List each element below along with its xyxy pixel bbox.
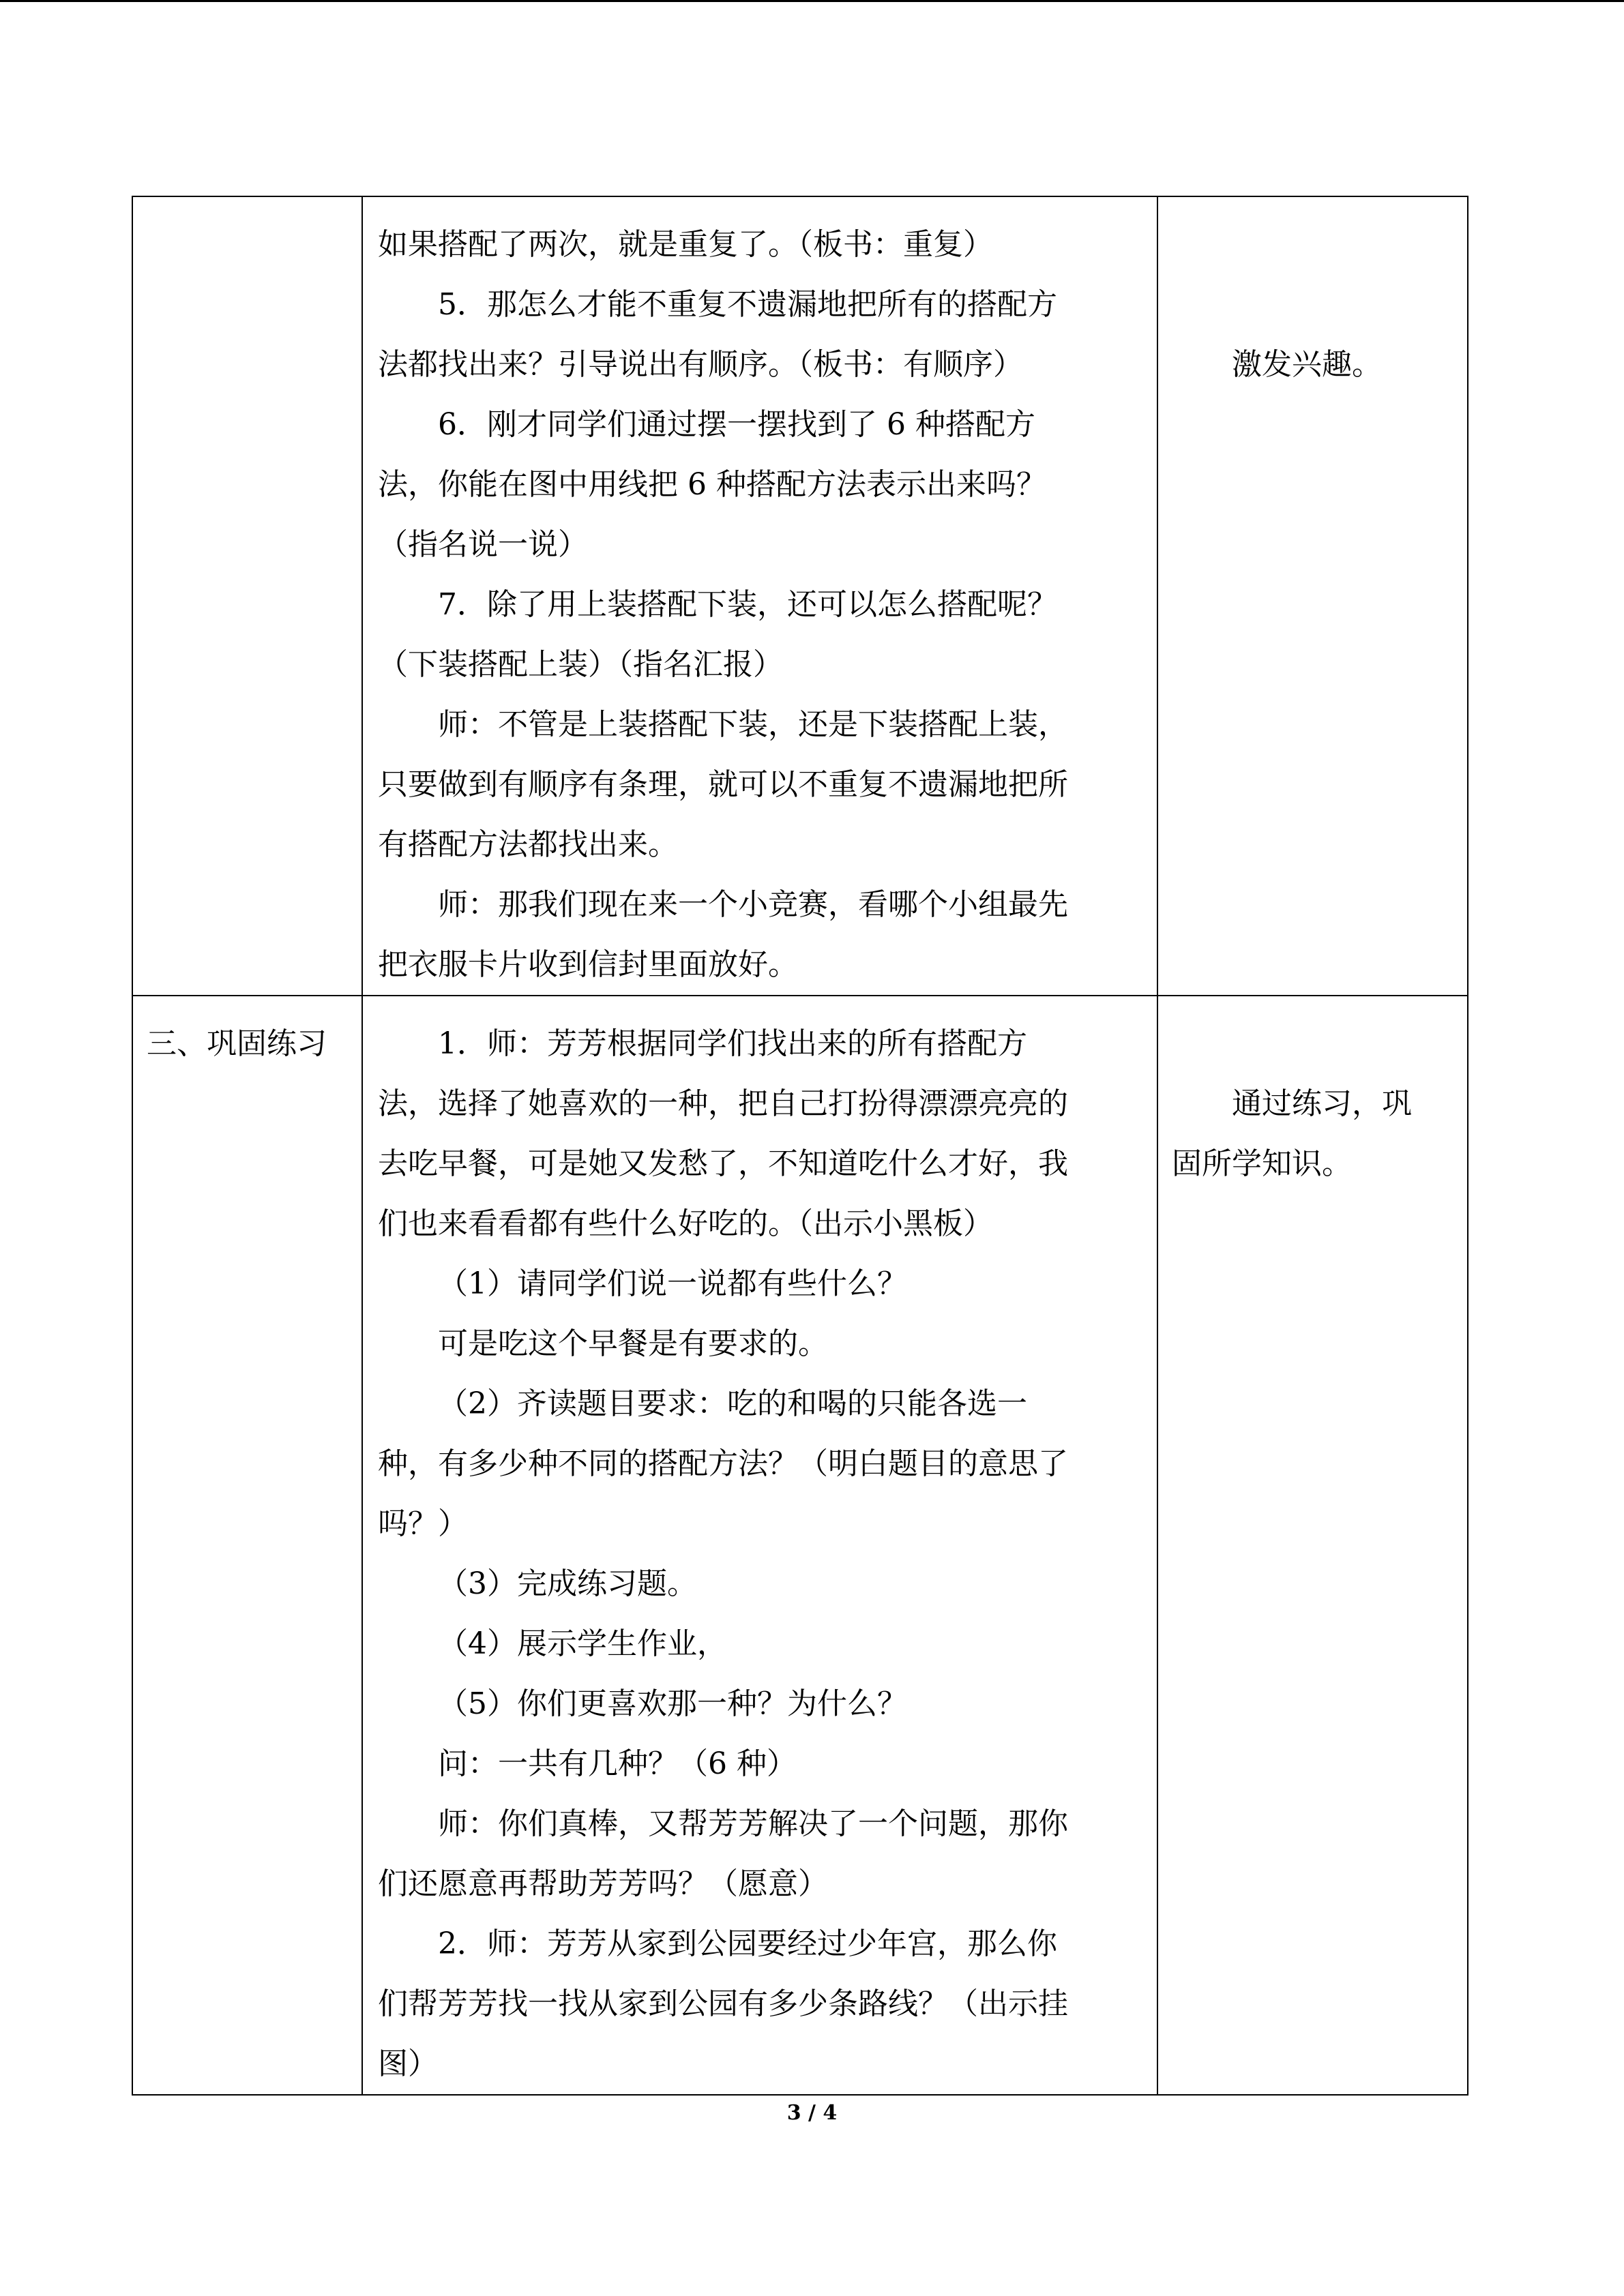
content-line: 们也来看看都有些什么好吃的。（出示小黑板） <box>378 1206 993 1241</box>
content-line: 吗？） <box>378 1506 468 1541</box>
table-row <box>132 196 1468 996</box>
content-line: 问：一共有几种？（6 种） <box>438 1746 797 1781</box>
stage-label: 三、巩固练习 <box>147 1026 327 1061</box>
content-line: 法，选择了她喜欢的一种，把自己打扮得漂漂亮亮的 <box>378 1086 1068 1121</box>
content-line: 们还愿意再帮助芳芳吗？（愿意） <box>378 1866 828 1901</box>
content-line: 可是吃这个早餐是有要求的。 <box>438 1326 828 1361</box>
content-line: 法都找出来？引导说出有顺序。（板书：有顺序） <box>378 347 1023 382</box>
stage-label <box>133 197 361 215</box>
content-line: 6．刚才同学们通过摆一摆找到了 6 种搭配方 <box>438 407 1035 442</box>
page-number: 3 / 4 <box>786 2101 838 2125</box>
aim-line: 固所学知识。 <box>1172 1146 1352 1181</box>
content-line: 7．除了用上装搭配下装，还可以怎么搭配呢？ <box>438 587 1057 622</box>
content-line: 把衣服卡片收到信封里面放好。 <box>378 947 798 982</box>
content-line: （2）齐读题目要求：吃的和喝的只能各选一 <box>438 1386 1027 1421</box>
aim-cell <box>1157 196 1468 996</box>
top-border-line <box>0 0 1624 2</box>
content-line: 2．师：芳芳从家到公园要经过少年宫，那么你 <box>438 1926 1057 1961</box>
stage-cell <box>132 996 362 2095</box>
content-line: （4）展示学生作业， <box>438 1626 727 1661</box>
content-line: 5．那怎么才能不重复不遗漏地把所有的搭配方 <box>438 287 1057 322</box>
content-line: 师：你们真棒，又帮芳芳解决了一个问题，那你 <box>438 1806 1068 1841</box>
aim-line: 通过练习，巩 <box>1232 1086 1412 1121</box>
content-line: 1．师：芳芳根据同学们找出来的所有搭配方 <box>438 1026 1027 1061</box>
lesson-plan-table <box>132 196 1468 2096</box>
content-line: 只要做到有顺序有条理，就可以不重复不遗漏地把所 <box>378 767 1068 802</box>
content-line: （1）请同学们说一说都有些什么？ <box>438 1266 907 1301</box>
content-line: （5）你们更喜欢那一种？为什么？ <box>438 1686 907 1721</box>
aim-line: 激发兴趣。 <box>1232 347 1382 382</box>
content-line: 去吃早餐，可是她又发愁了，不知道吃什么才好，我 <box>378 1146 1068 1181</box>
content-line: （下装搭配上装）（指名汇报） <box>378 647 783 682</box>
content-line: （指名说一说） <box>378 527 588 562</box>
content-cell <box>362 196 1157 996</box>
content-line: 有搭配方法都找出来。 <box>378 827 678 862</box>
content-line: 种，有多少种不同的搭配方法？（明白题目的意思了 <box>378 1446 1068 1481</box>
stage-cell <box>132 196 362 996</box>
content-line: 如果搭配了两次，就是重复了。（板书：重复） <box>378 227 993 262</box>
aim-spacer <box>1172 1014 1453 1074</box>
content-line: 法，你能在图中用线把 6 种搭配方法表示出来吗？ <box>378 467 1046 502</box>
content-line: 图） <box>378 2046 438 2081</box>
content-cell <box>362 996 1157 2095</box>
aim-cell <box>1157 996 1468 2095</box>
content-line: 师：那我们现在来一个小竞赛，看哪个小组最先 <box>438 887 1068 922</box>
table-row <box>132 996 1468 2095</box>
content-line: 师：不管是上装搭配下装，还是下装搭配上装， <box>438 707 1068 742</box>
content-line: 们帮芳芳找一找从家到公园有多少条路线？（出示挂 <box>378 1986 1068 2021</box>
content-line: （3）完成练习题。 <box>438 1566 697 1601</box>
